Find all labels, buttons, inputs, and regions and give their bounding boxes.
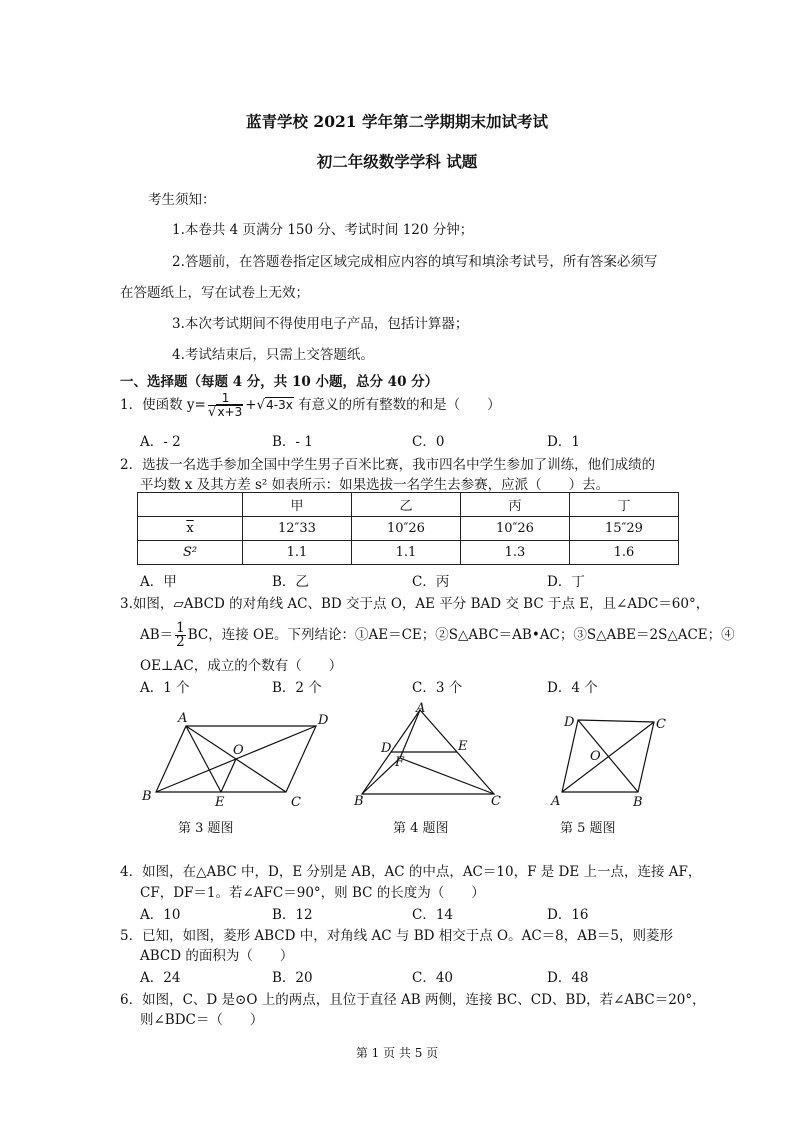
q6-line-1: 6．如图，C、D 是⊙O 上的两点，且位于直径 AB 两侧，连接 BC、CD、BD，若∠ABC＝20°，: [120, 992, 706, 1008]
table-header-cell: 丁: [570, 493, 679, 517]
table-cell: 15″29: [570, 517, 679, 541]
fig5-diagonal-bd: [578, 720, 638, 792]
q5-line-2: ABCD 的面积为（ ）: [140, 948, 294, 964]
q3-option-d: D．4 个: [547, 680, 598, 696]
notice-heading: 考生须知：: [148, 192, 216, 208]
exam-title: 蓝青学校 2021 学年第二学期期末加试考试: [246, 112, 548, 131]
q4-line-1: 4．如图，在△ABC 中，D，E 分别是 AB，AC 的中点，AC＝10，F 是 DE 上一点，连接 AF，: [120, 864, 702, 880]
fig5-caption: 第 5 题图: [560, 821, 616, 836]
notice-item-4: 4.考试结束后，只需上交答题纸。: [172, 347, 374, 363]
table-cell: 10″26: [352, 517, 461, 541]
fig4-segment-fc: [400, 758, 494, 794]
table-header-cell: 乙: [352, 493, 461, 517]
q1-option-b: B．- 1: [272, 434, 313, 450]
question-1: 1．使函数 y= $\frac{1}{√x+3}$ +√4-3x 有意义的所有整数的和是（ ）: [120, 391, 501, 420]
fig4-caption: 第 4 题图: [393, 821, 449, 836]
fig3-label-b: B: [142, 789, 152, 804]
q1-option-d: D．1: [547, 434, 580, 450]
notice-item-2: 2.答题前，在答题卷指定区域完成相应内容的填写和填涂考试号，所有答案必须写: [172, 254, 658, 270]
table-cell: 12″33: [243, 517, 352, 541]
fig3-label-e: E: [215, 795, 225, 810]
q1-number: 1．: [120, 397, 143, 413]
fig3-label-d: D: [318, 713, 329, 728]
fig4-label-e: E: [458, 739, 468, 754]
q1-post: 有意义的所有整数的和是（ ）: [293, 397, 501, 413]
q5-option-d: D．48: [547, 970, 589, 986]
q4-option-d: D．16: [547, 907, 589, 923]
q3-line-2-post: BC，连接 OE。下列结论：①AE＝CE；②S△ABC＝AB•AC；③S△ABE＝2S△ACE；④: [187, 627, 735, 643]
fig5-label-d: D: [564, 715, 575, 730]
q3-line-3: OE⊥AC，成立的个数有（ ）: [140, 658, 343, 674]
q1-fraction: $\frac{1}{√x+3}$: [207, 391, 243, 420]
q1-plus: +: [245, 397, 257, 413]
notice-item-1: 1.本卷共 4 页满分 150 分、考试时间 120 分钟；: [172, 222, 474, 238]
fig5-label-a: A: [551, 794, 561, 809]
figure-3: [156, 726, 316, 792]
q1-option-a: A．- 2: [140, 434, 181, 450]
q2-option-d: D．丁: [547, 574, 585, 590]
section-heading: 一、选择题（每题 4 分，共 10 小题，总分 40 分）: [120, 374, 439, 390]
fig5-label-c: C: [656, 717, 666, 732]
q3-line-1: 3.如图，▱ABCD 的对角线 AC、BD 交于点 O，AE 平分 BAD 交 BC 于点 E，且∠ADC＝60°，: [120, 596, 710, 612]
q1-frac-num: 1: [208, 392, 243, 406]
fig4-label-c: C: [491, 794, 501, 809]
q4-line-2: CF，DF＝1。若∠AFC＝90°，则 BC 的长度为（ ）: [140, 885, 485, 901]
q2-line-2: 平均数 x 及其方差 s² 如表所示：如果选拔一名学生去参赛，应派（ ）去。: [140, 477, 610, 493]
fig3-segment-ae: [186, 726, 221, 792]
q5-option-a: A．24: [140, 970, 181, 986]
notice-item-3: 3.本次考试期间不得使用电子产品，包括计算器；: [172, 316, 469, 332]
table-cell: S²: [138, 541, 243, 565]
page-footer: 第 1 页 共 5 页: [355, 1046, 439, 1060]
q5-option-c: C．40: [412, 970, 454, 986]
q2-option-c: C．丙: [412, 574, 450, 590]
q4-option-b: B．12: [272, 907, 313, 923]
figure-5: [562, 720, 654, 792]
table-header-cell: 甲: [243, 493, 352, 517]
table-header-cell: 丙: [461, 493, 570, 517]
table-cell: 10″26: [461, 517, 570, 541]
notice-item-2-cont: 在答题纸上，写在试卷上无效；: [120, 285, 309, 301]
table-cell: 1.1: [243, 541, 352, 565]
q6-line-2: 则∠BDC＝（ ）: [140, 1012, 264, 1028]
fig3-label-a: A: [178, 711, 188, 726]
table-cell: 1.1: [352, 541, 461, 565]
table-cell: 1.3: [461, 541, 570, 565]
fig4-label-a: A: [416, 701, 426, 716]
fig3-label-o: O: [233, 743, 244, 758]
q1-option-c: C．0: [412, 434, 445, 450]
q1-pre: 使函数 y=: [142, 397, 206, 413]
fig4-label-d: D: [381, 741, 392, 756]
q2-option-b: B．乙: [272, 574, 309, 590]
q1-frac-den: x+3: [217, 405, 243, 419]
q3-option-b: B．2 个: [272, 680, 322, 696]
q3-frac-den: 2: [176, 634, 185, 650]
q4-option-c: C．14: [412, 907, 454, 923]
q3-line-2-pre: AB＝: [140, 627, 174, 643]
fig4-label-f: F: [395, 755, 405, 770]
q5-line-1: 5．已知，如图，菱形 ABCD 中，对角线 AC 与 BD 相交于点 O。AC＝8，AB＝5，则菱形: [120, 928, 674, 944]
q3-frac-num: 1: [176, 620, 185, 636]
q3-option-a: A．1 个: [140, 680, 190, 696]
q2-option-a: A．甲: [140, 574, 177, 590]
fig5-label-b: B: [633, 795, 643, 810]
q5-option-b: B．20: [272, 970, 313, 986]
fig3-caption: 第 3 题图: [178, 821, 234, 836]
fig5-label-o: O: [590, 749, 601, 764]
q3-option-c: C．3 个: [412, 680, 463, 696]
q1-sqrt: 4-3x: [266, 398, 293, 412]
table-cell: 1.6: [570, 541, 679, 565]
fig3-label-c: C: [291, 795, 301, 810]
q2-line-1: 2．选拔一名选手参加全国中学生男子百米比赛，我市四名中学生参加了训练，他们成绩的: [120, 457, 656, 473]
exam-subtitle: 初二年级数学学科 试题: [316, 152, 478, 171]
q4-option-a: A．10: [140, 907, 181, 923]
table-cell: $\overline{x}$: [138, 517, 243, 541]
fig4-label-b: B: [354, 794, 364, 809]
